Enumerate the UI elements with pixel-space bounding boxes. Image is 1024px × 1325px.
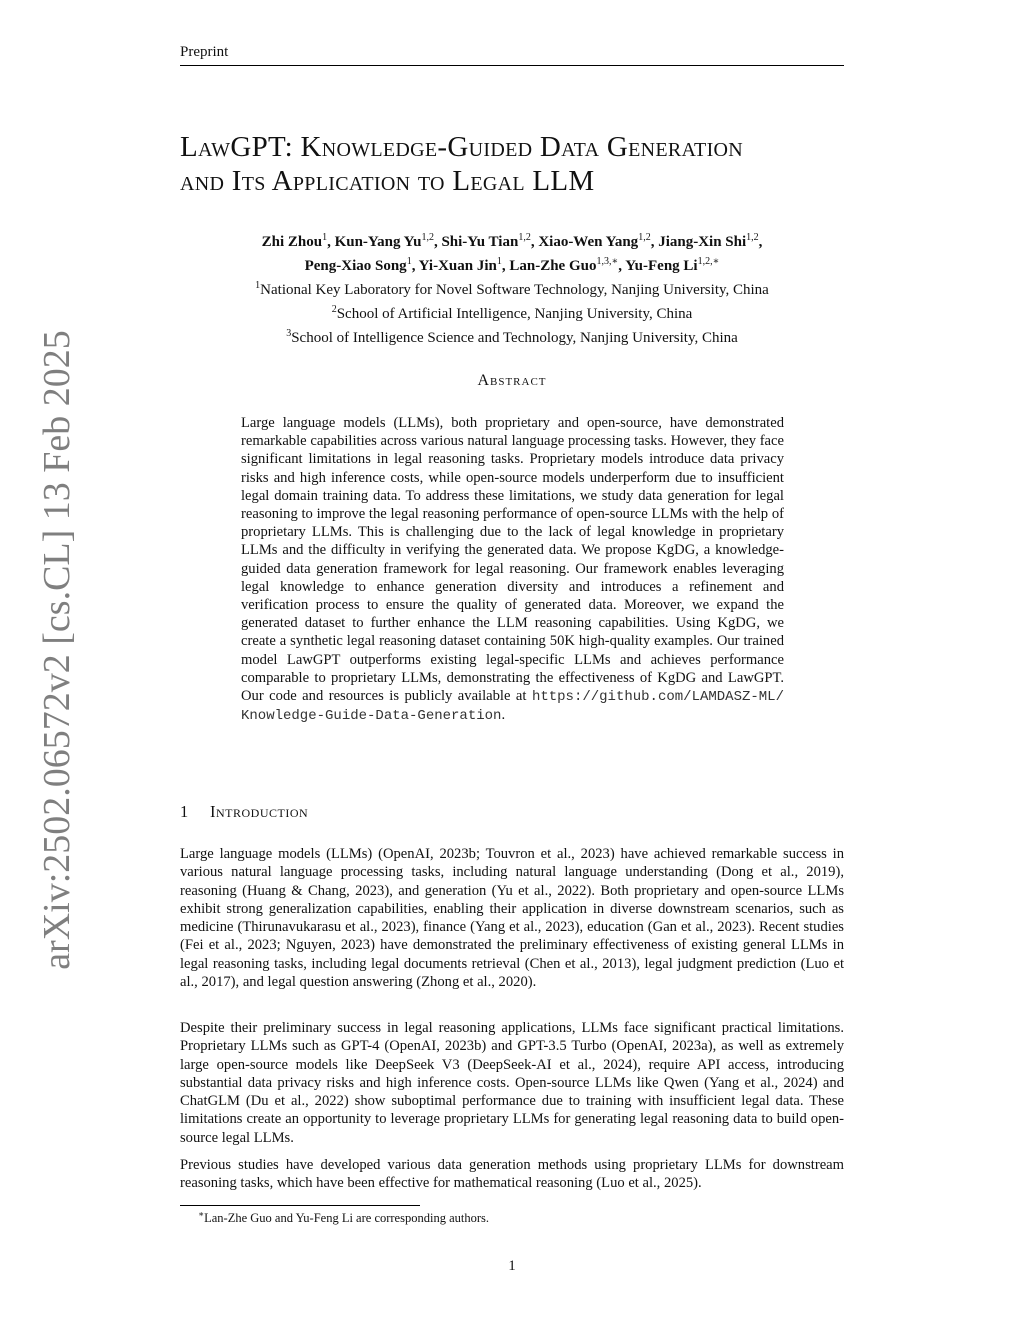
author-list: Zhi Zhou$^1$, Kun-Yang Yu$^{1,2}$, Shi-Yu Tian$^{1,2}$, Xiao-Wen Yang$^{1,2}$, Jiang-Xin Shi$^{1,2}$, Peng-Xiao Song$^1$, Yi-Xuan Jin$^1$, Lan-Zhe Guo$^{1,3,∗}$, Yu-Feng $Li^{1,2,∗}$ [261,232,763,274]
author: Kun-Yang Yu [334,234,422,250]
author: Zhi Zhou [261,234,323,250]
author: Xiao-Wen Yang [538,234,639,250]
footnote-mark: ∗ [198,1209,205,1219]
paragraph: Large language models (LLMs) (OpenAI, 2023b; Touvron et al., 2023) have achieved remarkable success in various natural language processing tasks, including natural language understanding (Dong et al., 2019), reasoning (Huang & Chang, 2023), and generation (Yu et al., 2022). Both proprietary and open-source LLMs exhibit strong generalization capabilities, enabling their application in diverse downstream scenarios, such as medicine (Thirunavukarasu et al., 2023), finance (Yang et al., 2023), education (Gan et al., 2023). Recent studies (Fei et al., 2023; Nguyen, 2023) have demonstrated the preliminary effectiveness of existing general LLMs in legal reasoning tasks, including legal documents retrieval (Chen et al., 2013), legal judgment prediction (Luo et al., 2017), and legal question answering (Zhong et al., 2020). [180,846,844,991]
affiliation: $^1$National Key Laboratory for Novel Software Technology, Nanjing University, China [255,280,769,298]
author: Jiang-Xin Shi [658,234,747,250]
author-affiliation-mark: 1,2 [638,232,651,243]
affiliation: $^2$School of Artificial Intelligence, Nanjing University, China [331,304,693,322]
footnote-divider [180,1205,420,1206]
code-link[interactable]: https://github.com/LAMDASZ-ML/ [531,689,784,706]
author-affiliation-mark: 1 [406,256,412,267]
running-header: Preprint [180,44,844,66]
section-number: 1 [180,802,189,821]
arxiv-identifier: arXiv:2502.06572v2 [cs.CL] 13 Feb 2025 [36,330,78,970]
code-link-continued[interactable]: Knowledge-Guide-Data-Generation [241,708,502,725]
author: Yu-Feng Li [625,258,698,274]
author-affiliation-mark: 1,2 [518,232,531,243]
author-affiliation-mark: 1 [322,232,328,243]
footnote-text: Lan-Zhe Guo and Yu-Feng Li are corresponding authors. [204,1211,489,1226]
abstract-text: Large language models (LLMs), both proprietary and open-source, have demonstrated remarkable capabilities across various natural language processing tasks. However, they face significant limitations in legal reasoning tasks. Proprietary models introduce data privacy risks and high inference costs, while open-source models underperform due to insufficient legal domain training data. To address these limitations, we study data generation for legal reasoning to improve the legal reasoning performance of open-source LLMs with the help of proprietary LLMs. This is challenging due to the lack of legal knowledge in proprietary LLMs and the difficulty in verifying the generated data. We propose KgDG, a knowledge-guided data generation framework for legal reasoning. Our framework enables leveraging legal knowledge to enhance generation diversity and introduces a refinement and verification process to ensure the quality of generated data. Moreover, we expand the generated dataset to further enhance the LLM reasoning capabilities. Using KgDG, we create a synthetic legal reasoning dataset containing 50K high-quality examples. Our trained model LawGPT outperforms existing legal-specific LLMs and achieves performance comparable to proprietary LLMs, demonstrating the effectiveness of KgDG and LawGPT. Our code and resources is publicly available at [241,415,784,705]
paragraph: Despite their preliminary success in legal reasoning applications, LLMs face significant practical limitations. Proprietary LLMs such as GPT-4 (OpenAI, 2023b) and GPT-3.5 Turbo (OpenAI, 2023a), as well as extremely large open-source models like DeepSeek V3 (DeepSeek-AI et al., 2024), require API access, introducing substantial data privacy risks and high inference costs. Open-source LLMs like Qwen (Yang et al., 2024) and ChatGLM (Du et al., 2022) show suboptimal performance due to training with insufficient legal data. These limitations create an opportunity to leverage proprietary LLMs for generating legal reasoning data to build open-source legal LLMs. [180,1020,844,1146]
section-heading [180,802,308,822]
author-affiliation-mark: 1 [496,256,502,267]
author: Yi-Xuan Jin [418,258,497,274]
author: Shi-Yu Tian [441,234,519,250]
author-affiliation-mark: 1,2 [421,232,434,243]
title-line-1: LawGPT: Knowledge-Guided Data Generation [180,131,744,163]
affiliation: $^3$School of Intelligence Science and Technology, Nanjing University, China [286,328,738,346]
footnote [198,1209,489,1226]
author-affiliation-mark: 1,2 [746,232,759,243]
author: Lan-Zhe Guo [509,258,597,274]
abstract-body: Large language models (LLMs), both proprietary and open-source, have demonstrated remarkable capabilities across various natural language processing tasks. However, they face significant limitations in legal reasoning tasks. Proprietary models introduce data privacy risks and high inference costs, while open-source models underperform due to insufficient legal domain training data. To address these limitations, we study data generation for legal reasoning to improve the legal reasoning performance of open-source LLMs with the help of proprietary LLMs. This is challenging due to the lack of legal knowledge in proprietary LLMs and the difficulty in verifying the generated data. We propose KgDG, a knowledge-guided data generation framework for legal reasoning. Our framework enables leveraging legal knowledge to enhance generation diversity and introduces a refinement and verification process to ensure the quality of generated data. Moreover, we expand the generated dataset to further enhance the LLM reasoning capabilities. Using KgDG, we create a synthetic legal reasoning dataset containing 50K high-quality examples. Our trained model LawGPT outperforms existing legal-specific LLMs and achieves performance comparable to proprietary LLMs, demonstrating the effectiveness of KgDG and LawGPT. Our code and resources is publicly available at https://github.com/LAMDASZ-ML/ Knowledge-Guide-Data-Generation. [241,415,784,725]
author-affiliation-mark: 1,3,∗ [596,256,619,267]
section-title: Introduction [210,802,309,821]
author: Peng-Xiao Song [304,258,407,274]
author-block [180,228,844,348]
title-line-2: and Its Application to Legal LLM [180,165,595,197]
paragraph: Previous studies have developed various data generation methods using proprietary LLMs for downstream reasoning tasks, which have been effective for mathematical reasoning (Luo et al., 2025). [180,1157,844,1192]
paper-title [180,130,844,198]
page-number: 1 [508,1258,516,1274]
author-affiliation-mark: 1,2,∗ [697,256,720,267]
abstract-heading: Abstract [477,372,547,389]
